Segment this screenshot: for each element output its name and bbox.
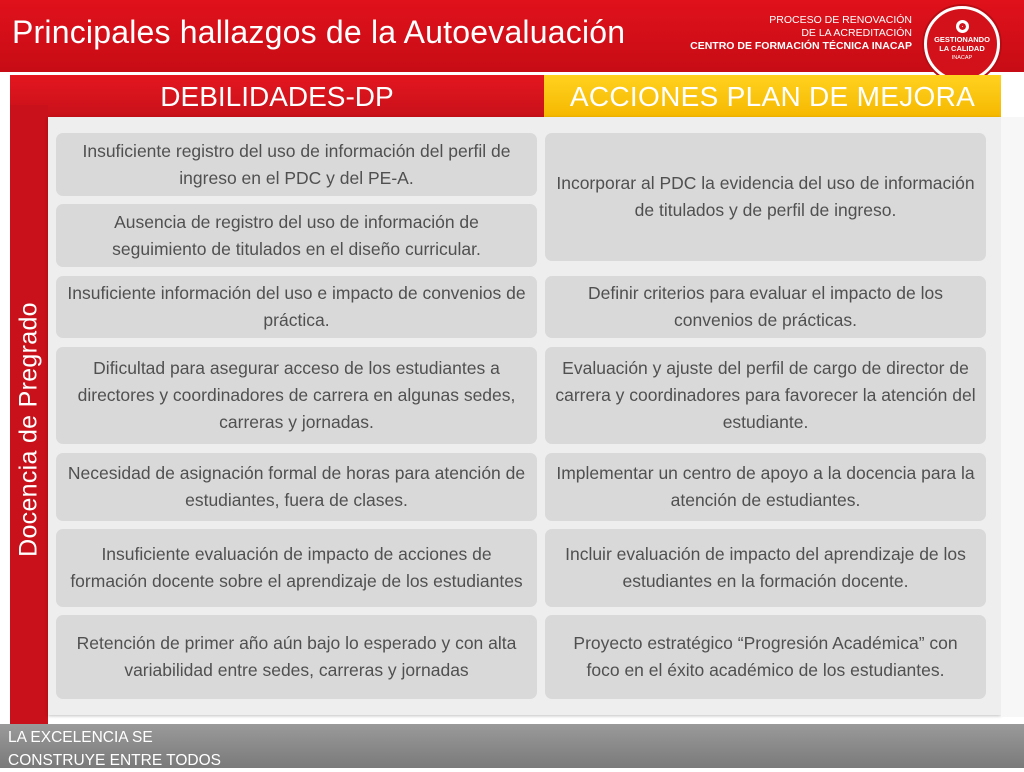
footer-line-2: CONSTRUYE ENTRE TODOS bbox=[8, 752, 222, 769]
accion-text: Proyecto estratégico “Progresión Académica” con foco en el éxito académico de los estudiantes. bbox=[573, 633, 958, 680]
accion-card bbox=[545, 347, 986, 444]
org-line-3: CENTRO DE FORMACIÓN TÉCNICA INACAP bbox=[690, 40, 912, 52]
accion-text: Evaluación y ajuste del perfil de cargo de director de carrera y coordinadores para favorecer la atención del estudiante. bbox=[555, 358, 976, 432]
debilidad-text: Dificultad para asegurar acceso de los estudiantes a directores y coordinadores de carrera en algunas sedes, carreras y jornadas. bbox=[77, 358, 516, 432]
debilidad-text: Insuficiente registro del uso de información del perfil de ingreso en el PDC y del PE-A. bbox=[82, 140, 511, 188]
org-line-2: DE LA ACREDITACIÓN bbox=[801, 27, 912, 39]
sidebar-label: Docencia de Pregrado bbox=[14, 302, 43, 557]
debilidad-text: Ausencia de registro del uso de información de seguimiento de titulados en el diseño curricular. bbox=[112, 211, 481, 259]
debilidad-card bbox=[56, 133, 537, 196]
panel-shadow bbox=[1001, 117, 1024, 717]
debilidad-card bbox=[56, 453, 537, 521]
debilidad-text: Retención de primer año aún bajo lo esperado y con alta variabilidad entre sedes, carreras y jornadas bbox=[76, 633, 517, 680]
debilidad-card bbox=[56, 529, 537, 607]
accion-card bbox=[545, 529, 986, 607]
footer-line-1: LA EXCELENCIA SE bbox=[8, 729, 153, 746]
debilidad-card bbox=[56, 615, 537, 699]
accion-card bbox=[545, 453, 986, 521]
debilidad-card bbox=[56, 204, 537, 267]
quality-badge-logo bbox=[924, 6, 1000, 82]
badge-line-2: LA CALIDAD bbox=[939, 44, 985, 53]
debilidad-text: Insuficiente evaluación de impacto de acciones de formación docente sobre el aprendizaje de los estudiantes bbox=[70, 544, 523, 591]
debilidad-text: Necesidad de asignación formal de horas para atención de estudiantes, fuera de clases. bbox=[67, 463, 526, 510]
debilidad-card bbox=[56, 347, 537, 444]
accion-card bbox=[545, 133, 986, 261]
accion-text: Implementar un centro de apoyo a la docencia para la atención de estudiantes. bbox=[556, 463, 975, 510]
accion-card bbox=[545, 615, 986, 699]
org-line-1: PROCESO DE RENOVACIÓN bbox=[769, 14, 912, 26]
accion-card bbox=[545, 276, 986, 338]
badge-ring-icon bbox=[956, 20, 969, 33]
debilidad-card bbox=[56, 276, 537, 338]
org-info bbox=[690, 14, 912, 53]
accion-text: Incorporar al PDC la evidencia del uso de información de titulados y de perfil de ingreso. bbox=[556, 173, 975, 220]
accion-text: Incluir evaluación de impacto del aprendizaje de los estudiantes en la formación docente. bbox=[565, 544, 966, 591]
badge-line-1: GESTIONANDO bbox=[934, 35, 990, 44]
footer-slogan bbox=[8, 726, 221, 772]
accion-text: Definir criterios para evaluar el impacto de los convenios de prácticas. bbox=[587, 283, 944, 330]
page-title: Principales hallazgos de la Autoevaluación bbox=[12, 14, 626, 50]
debilidades-heading: DEBILIDADES-DP bbox=[10, 75, 544, 117]
badge-line-3: INACAP bbox=[951, 55, 973, 61]
debilidad-text: Insuficiente información del uso e impacto de convenios de práctica. bbox=[67, 283, 526, 330]
acciones-heading: ACCIONES PLAN DE MEJORA bbox=[544, 75, 1001, 117]
